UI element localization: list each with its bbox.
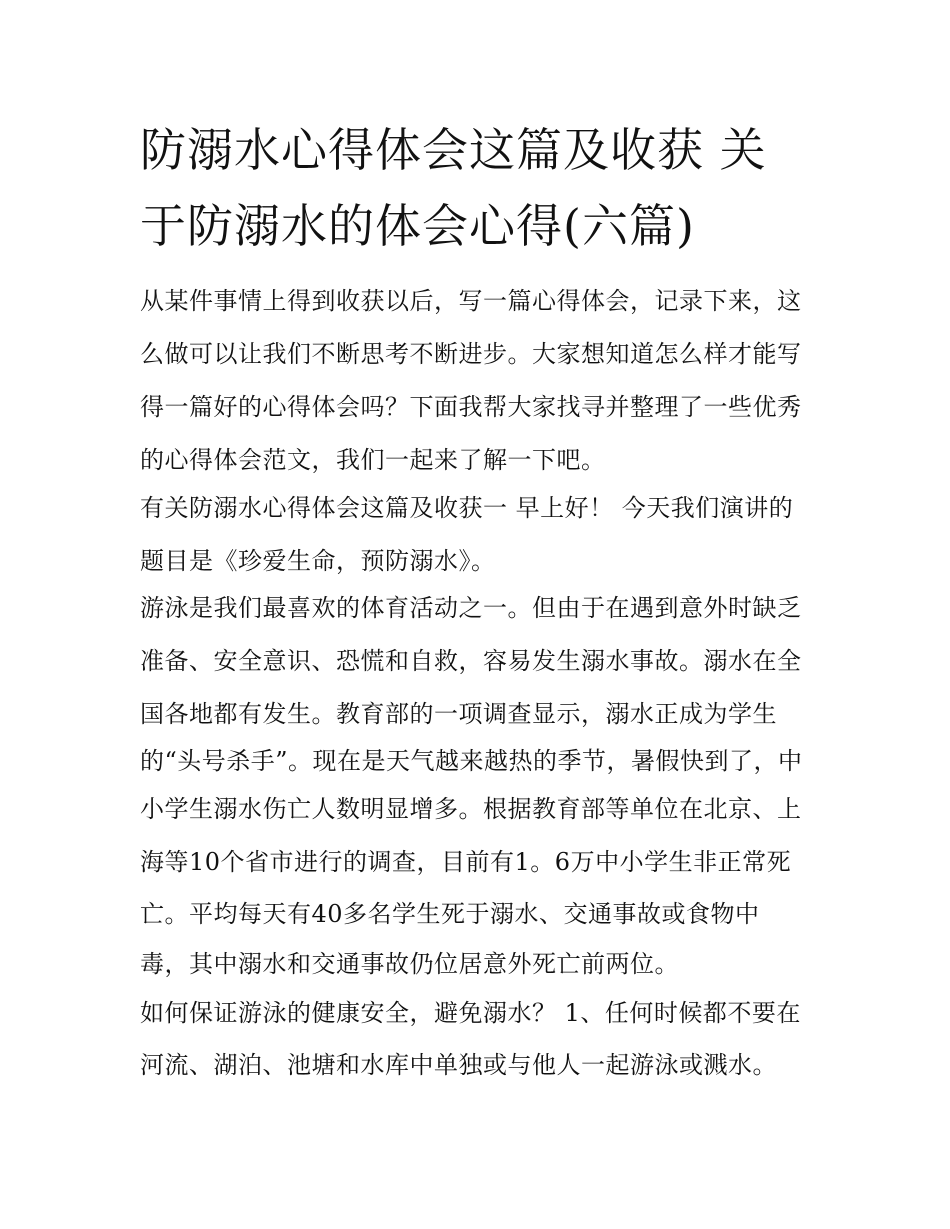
document-title: [140, 112, 820, 264]
body-line: 海等10个省市进行的调查，目前有1。6万中小学生非正常死: [140, 848, 792, 876]
body-line: 游泳是我们最喜欢的体育活动之一。但由于在遇到意外时缺乏: [140, 594, 802, 622]
body-line: 的“头号杀手”。现在是天气越来越热的季节，暑假快到了，中: [140, 747, 803, 775]
body-line: 题目是《珍爱生命，预防溺水》。: [140, 547, 496, 575]
body-line: 得一篇好的心得体会吗？下面我帮大家找寻并整理了一些优秀: [140, 393, 802, 421]
body-line: 如何保证游泳的健康安全，避免溺水？ 1、任何时候都不要在: [140, 999, 801, 1027]
body-line: 国各地都有发生。教育部的一项调查显示，溺水正成为学生: [140, 700, 777, 728]
body-line: 准备、安全意识、恐慌和自救，容易发生溺水事故。溺水在全: [140, 647, 802, 675]
body-line: 从某件事情上得到收获以后，写一篇心得体会，记录下来，这: [140, 287, 802, 315]
body-line: 毒，其中溺水和交通事故仍位居意外死亡前两位。: [140, 950, 679, 978]
title-line: 防溺水心得体会这篇及收获 关: [140, 123, 767, 177]
body-line: 小学生溺水伤亡人数明显增多。根据教育部等单位在北京、上: [140, 795, 802, 823]
body-line: 的心得体会范文，我们一起来了解一下吧。: [140, 446, 606, 474]
body-line: 河流、湖泊、池塘和水库中单独或与他人一起游泳或溅水。: [140, 1051, 777, 1079]
body-line: 有关防溺水心得体会这篇及收获一 早上好！ 今天我们演讲的: [140, 494, 794, 522]
body-line: 么做可以让我们不断思考不断进步。大家想知道怎么样才能写: [140, 340, 802, 368]
body-line: 亡。平均每天有40多名学生死于溺水、交通事故或食物中: [140, 900, 760, 928]
title-line: 于防溺水的体会心得(六篇): [140, 199, 695, 253]
